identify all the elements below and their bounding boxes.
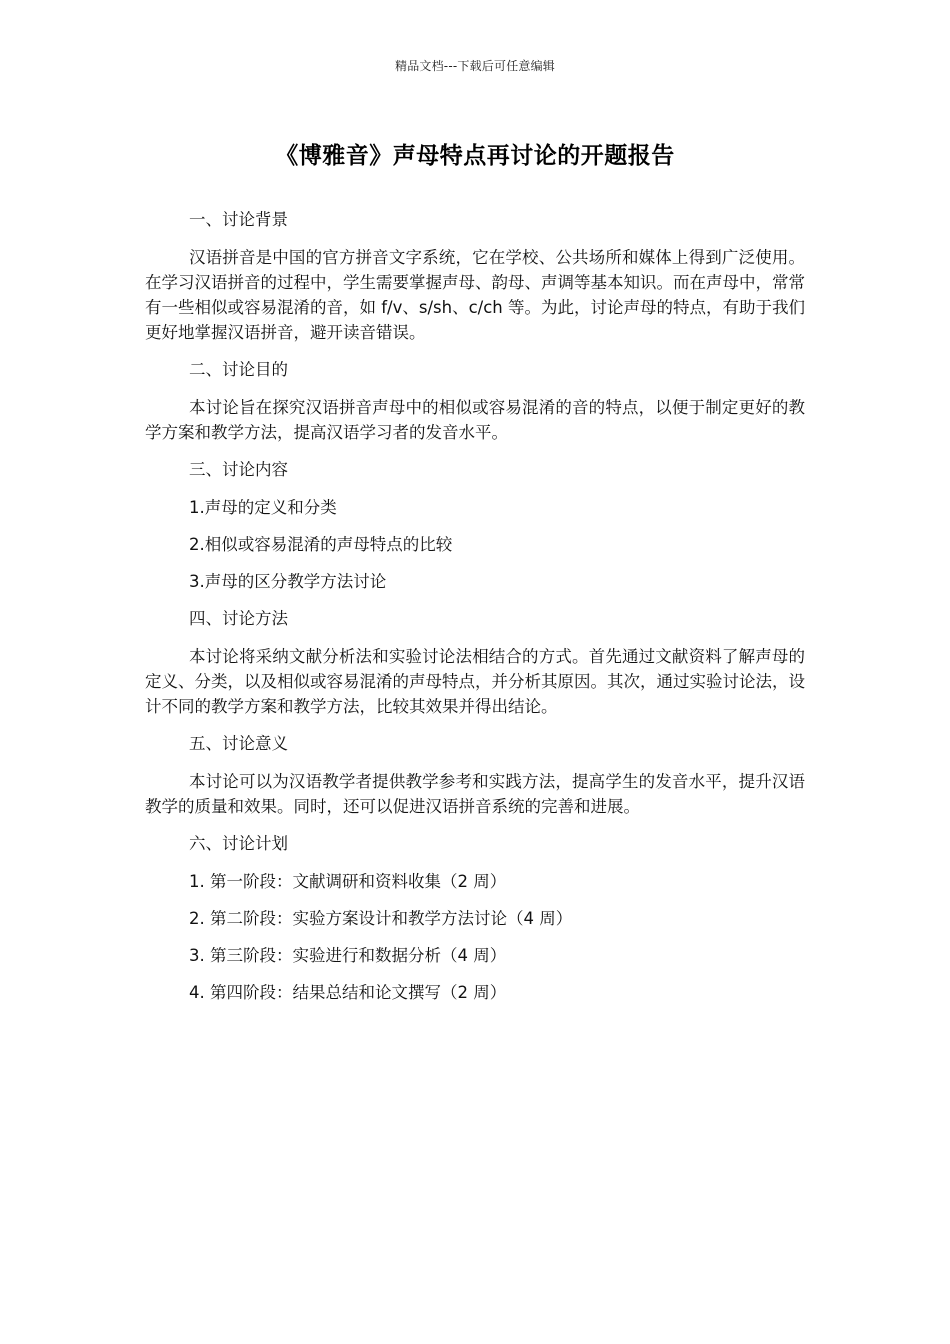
method-paragraph: 本讨论将采纳文献分析法和实验讨论法相结合的方式。首先通过文献资料了解声母的定义、分类，以及相似或容易混淆的声母特点，并分析其原因。其次，通过实验讨论法，设计不同的教学方案和教学方法，比较其效果并得出结论。 xyxy=(145,647,805,716)
section-heading-purpose: 二、讨论目的 xyxy=(189,360,288,379)
plan-list-item: 1. 第一阶段：文献调研和资料收集（2 周） xyxy=(189,872,507,891)
plan-list-item: 3. 第三阶段：实验进行和数据分析（4 周） xyxy=(189,946,507,965)
section-heading-plan: 六、讨论计划 xyxy=(189,834,288,853)
section-heading-method: 四、讨论方法 xyxy=(189,609,288,628)
content-list-item: 2.相似或容易混淆的声母特点的比较 xyxy=(189,535,453,554)
page-header: 精品文档---下载后可任意编辑 xyxy=(395,59,555,73)
plan-list-item: 4. 第四阶段：结果总结和论文撰写（2 周） xyxy=(189,983,507,1002)
significance-paragraph: 本讨论可以为汉语教学者提供教学参考和实践方法，提高学生的发音水平，提升汉语教学的质量和效果。同时，还可以促进汉语拼音系统的完善和进展。 xyxy=(145,772,805,816)
document-body xyxy=(145,207,805,1017)
background-paragraph: 汉语拼音是中国的官方拼音文字系统，它在学校、公共场所和媒体上得到广泛使用。在学习汉语拼音的过程中，学生需要掌握声母、韵母、声调等基本知识。而在声母中，常常有一些相似或容易混淆的音，如 f/v、s/sh、c/ch 等。为此，讨论声母的特点，有助于我们更好地掌握汉语拼音，避开读音错误。 xyxy=(145,248,805,342)
content-list-item: 1.声母的定义和分类 xyxy=(189,498,337,517)
purpose-paragraph: 本讨论旨在探究汉语拼音声母中的相似或容易混淆的音的特点，以便于制定更好的教学方案和教学方法，提高汉语学习者的发音水平。 xyxy=(145,398,805,442)
document-title: 《博雅音》声母特点再讨论的开题报告 xyxy=(275,143,675,169)
content-list-item: 3.声母的区分教学方法讨论 xyxy=(189,572,387,591)
section-heading-background: 一、讨论背景 xyxy=(189,210,288,229)
section-heading-significance: 五、讨论意义 xyxy=(189,734,288,753)
section-heading-content: 三、讨论内容 xyxy=(189,460,288,479)
plan-list-item: 2. 第二阶段：实验方案设计和教学方法讨论（4 周） xyxy=(189,909,573,928)
